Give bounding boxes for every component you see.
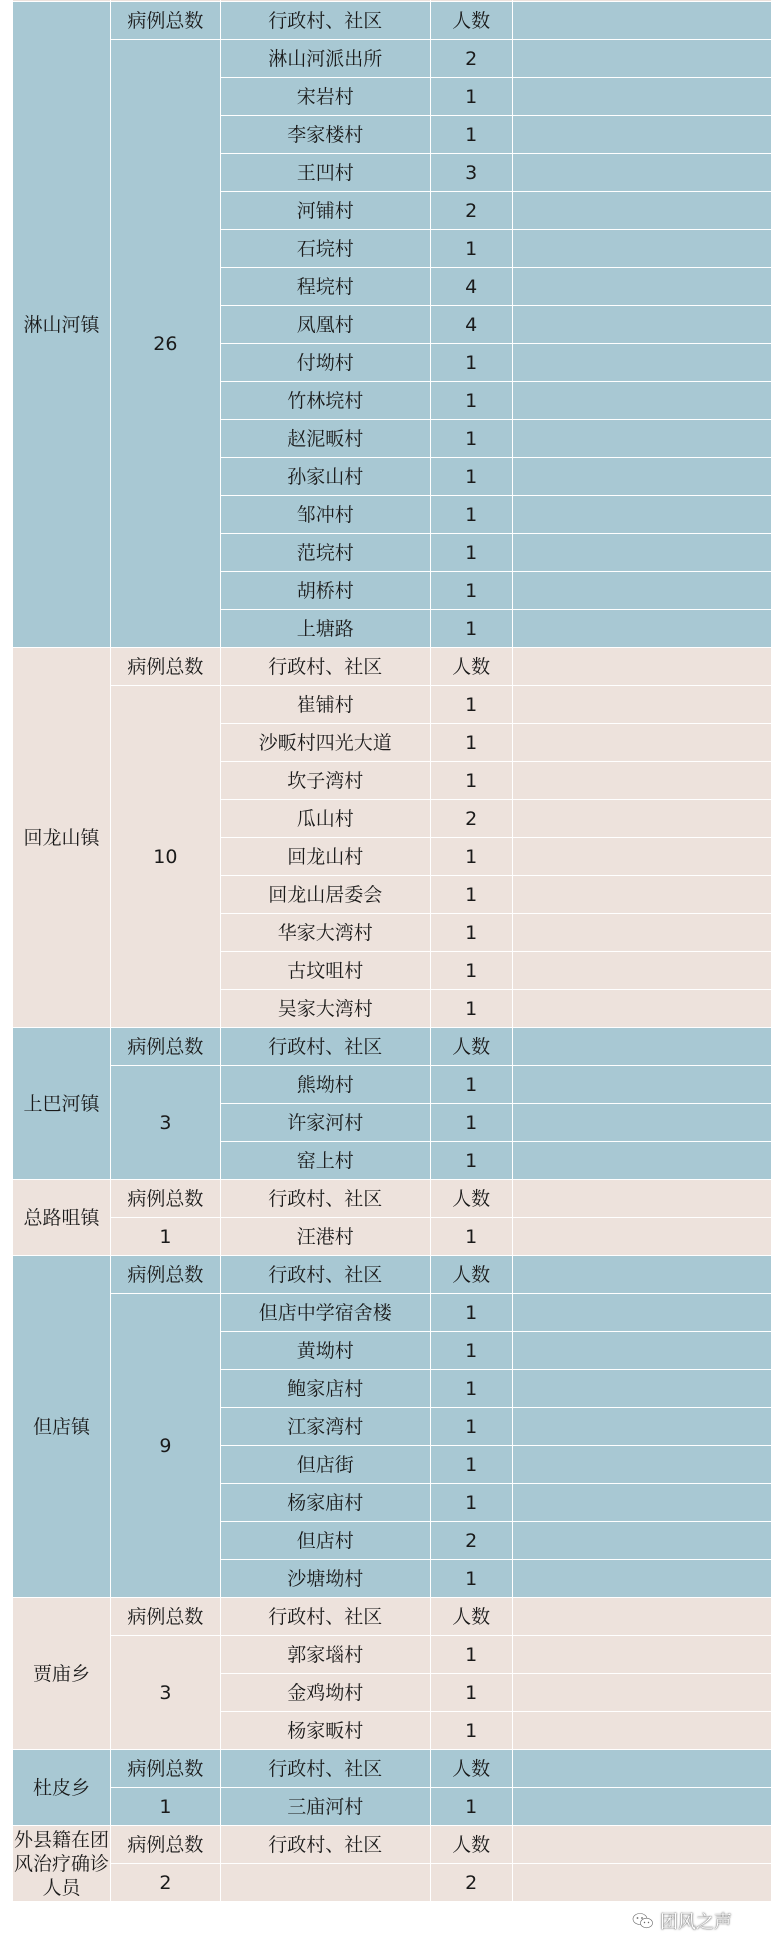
village-name: 郭家堖村 [220, 1636, 430, 1674]
blank-cell [512, 1256, 771, 1294]
village-name: 华家大湾村 [220, 914, 430, 952]
blank-cell [512, 192, 771, 230]
village-name: 杨家畈村 [220, 1712, 430, 1750]
header-village: 行政村、社区 [220, 1180, 430, 1218]
town-total: 26 [110, 40, 220, 648]
village-row [13, 1218, 772, 1256]
village-name: 胡桥村 [220, 572, 430, 610]
header-count: 人数 [430, 1598, 512, 1636]
village-name: 李家楼村 [220, 116, 430, 154]
village-count: 2 [430, 40, 512, 78]
village-name: 崔铺村 [220, 686, 430, 724]
town-name: 杜皮乡 [13, 1750, 111, 1826]
village-count: 1 [430, 1294, 512, 1332]
village-count: 1 [430, 534, 512, 572]
village-name: 但店村 [220, 1522, 430, 1560]
village-name: 宋岩村 [220, 78, 430, 116]
village-count: 1 [430, 344, 512, 382]
village-count: 1 [430, 610, 512, 648]
blank-cell [512, 1788, 771, 1826]
blank-cell [512, 268, 771, 306]
header-count: 人数 [430, 1750, 512, 1788]
village-count: 1 [430, 116, 512, 154]
village-count: 1 [430, 990, 512, 1028]
village-count: 1 [430, 762, 512, 800]
village-count: 1 [430, 1788, 512, 1826]
town-name: 淋山河镇 [13, 2, 111, 648]
village-count: 1 [430, 1446, 512, 1484]
blank-cell [512, 154, 771, 192]
village-name: 金鸡坳村 [220, 1674, 430, 1712]
village-count: 1 [430, 496, 512, 534]
blank-cell [512, 420, 771, 458]
blank-cell [512, 686, 771, 724]
village-name: 沙塘坳村 [220, 1560, 430, 1598]
blank-cell [512, 1560, 771, 1598]
village-count: 1 [430, 382, 512, 420]
blank-cell [512, 1142, 771, 1180]
watermark [632, 1908, 732, 1934]
village-count: 2 [430, 1864, 512, 1902]
blank-cell [512, 1332, 771, 1370]
village-name: 竹林垸村 [220, 382, 430, 420]
village-count: 1 [430, 876, 512, 914]
blank-cell [512, 1028, 771, 1066]
village-count: 4 [430, 306, 512, 344]
village-row [13, 1788, 772, 1826]
village-count: 3 [430, 154, 512, 192]
village-count: 1 [430, 1142, 512, 1180]
village-name: 但店中学宿舍楼 [220, 1294, 430, 1332]
header-total: 病例总数 [110, 1826, 220, 1864]
header-total: 病例总数 [110, 1180, 220, 1218]
watermark-text: 团风之声 [660, 1912, 732, 1933]
village-count: 1 [430, 1332, 512, 1370]
village-name: 赵泥畈村 [220, 420, 430, 458]
blank-cell [512, 1294, 771, 1332]
blank-cell [512, 1370, 771, 1408]
village-name: 上塘路 [220, 610, 430, 648]
village-count: 2 [430, 1522, 512, 1560]
village-count: 1 [430, 572, 512, 610]
blank-cell [512, 838, 771, 876]
blank-cell [512, 496, 771, 534]
village-name: 回龙山村 [220, 838, 430, 876]
village-row [13, 1864, 772, 1902]
village-count: 1 [430, 1218, 512, 1256]
blank-cell [512, 1180, 771, 1218]
header-village: 行政村、社区 [220, 1256, 430, 1294]
village-row [13, 686, 772, 724]
village-count: 1 [430, 1636, 512, 1674]
village-name: 但店街 [220, 1446, 430, 1484]
blank-cell [512, 1864, 771, 1902]
case-table [12, 0, 772, 1902]
header-village: 行政村、社区 [220, 1750, 430, 1788]
village-name: 黄坳村 [220, 1332, 430, 1370]
blank-cell [512, 1484, 771, 1522]
village-name: 付坳村 [220, 344, 430, 382]
town-name: 回龙山镇 [13, 648, 111, 1028]
village-count: 1 [430, 1104, 512, 1142]
header-total: 病例总数 [110, 1256, 220, 1294]
village-count: 2 [430, 800, 512, 838]
village-name: 沙畈村四光大道 [220, 724, 430, 762]
village-name: 凤凰村 [220, 306, 430, 344]
village-count: 1 [430, 458, 512, 496]
town-total: 9 [110, 1294, 220, 1598]
town-header-row [13, 1598, 772, 1636]
blank-cell [512, 876, 771, 914]
blank-cell [512, 800, 771, 838]
blank-cell [512, 2, 771, 40]
village-name: 窑上村 [220, 1142, 430, 1180]
town-header-row [13, 1180, 772, 1218]
village-count: 2 [430, 192, 512, 230]
blank-cell [512, 914, 771, 952]
village-name: 汪港村 [220, 1218, 430, 1256]
blank-cell [512, 572, 771, 610]
blank-cell [512, 990, 771, 1028]
blank-cell [512, 382, 771, 420]
village-count: 1 [430, 914, 512, 952]
blank-cell [512, 1750, 771, 1788]
town-total: 10 [110, 686, 220, 1028]
blank-cell [512, 230, 771, 268]
village-name: 瓜山村 [220, 800, 430, 838]
blank-cell [512, 762, 771, 800]
village-row [13, 40, 772, 78]
village-count: 1 [430, 420, 512, 458]
village-row [13, 1294, 772, 1332]
village-row [13, 1636, 772, 1674]
village-name: 熊坳村 [220, 1066, 430, 1104]
village-name: 程垸村 [220, 268, 430, 306]
header-village: 行政村、社区 [220, 648, 430, 686]
header-count: 人数 [430, 1256, 512, 1294]
village-name: 范垸村 [220, 534, 430, 572]
village-count: 1 [430, 78, 512, 116]
village-name: 三庙河村 [220, 1788, 430, 1826]
blank-cell [512, 306, 771, 344]
town-name: 总路咀镇 [13, 1180, 111, 1256]
village-name: 坎子湾村 [220, 762, 430, 800]
village-count: 1 [430, 1408, 512, 1446]
blank-cell [512, 1674, 771, 1712]
village-name: 石垸村 [220, 230, 430, 268]
village-name: 孙家山村 [220, 458, 430, 496]
blank-cell [512, 1636, 771, 1674]
town-header-row [13, 1750, 772, 1788]
village-name: 古坟咀村 [220, 952, 430, 990]
town-total: 1 [110, 1218, 220, 1256]
town-total: 3 [110, 1636, 220, 1750]
blank-cell [512, 1446, 771, 1484]
town-header-row [13, 1028, 772, 1066]
blank-cell [512, 610, 771, 648]
village-name: 王凹村 [220, 154, 430, 192]
header-count: 人数 [430, 2, 512, 40]
wechat-icon [632, 1912, 654, 1930]
village-name: 杨家庙村 [220, 1484, 430, 1522]
blank-cell [512, 534, 771, 572]
town-header-row [13, 1826, 772, 1864]
blank-cell [512, 952, 771, 990]
town-total: 3 [110, 1066, 220, 1180]
town-total: 1 [110, 1788, 220, 1826]
header-village: 行政村、社区 [220, 2, 430, 40]
header-total: 病例总数 [110, 1028, 220, 1066]
header-total: 病例总数 [110, 648, 220, 686]
village-count: 1 [430, 838, 512, 876]
village-count: 1 [430, 686, 512, 724]
village-name: 河铺村 [220, 192, 430, 230]
header-total: 病例总数 [110, 1598, 220, 1636]
village-name: 吴家大湾村 [220, 990, 430, 1028]
blank-cell [512, 648, 771, 686]
village-row [13, 1066, 772, 1104]
header-count: 人数 [430, 1180, 512, 1218]
village-count: 1 [430, 724, 512, 762]
blank-cell [512, 1066, 771, 1104]
town-name: 贾庙乡 [13, 1598, 111, 1750]
village-count: 1 [430, 952, 512, 990]
village-count: 1 [430, 230, 512, 268]
village-count: 4 [430, 268, 512, 306]
blank-cell [512, 724, 771, 762]
blank-cell [512, 1826, 771, 1864]
blank-cell [512, 1218, 771, 1256]
blank-cell [512, 1104, 771, 1142]
village-name [220, 1864, 430, 1902]
header-count: 人数 [430, 1028, 512, 1066]
village-name: 许家河村 [220, 1104, 430, 1142]
village-count: 1 [430, 1484, 512, 1522]
blank-cell [512, 1598, 771, 1636]
header-village: 行政村、社区 [220, 1028, 430, 1066]
blank-cell [512, 78, 771, 116]
blank-cell [512, 116, 771, 154]
village-name: 江家湾村 [220, 1408, 430, 1446]
blank-cell [512, 1712, 771, 1750]
blank-cell [512, 458, 771, 496]
village-count: 1 [430, 1712, 512, 1750]
blank-cell [512, 344, 771, 382]
town-name: 上巴河镇 [13, 1028, 111, 1180]
blank-cell [512, 1408, 771, 1446]
header-count: 人数 [430, 648, 512, 686]
village-count: 1 [430, 1370, 512, 1408]
village-name: 邹冲村 [220, 496, 430, 534]
blank-cell [512, 1522, 771, 1560]
town-header-row [13, 2, 772, 40]
village-name: 回龙山居委会 [220, 876, 430, 914]
header-village: 行政村、社区 [220, 1826, 430, 1864]
village-name: 鲍家店村 [220, 1370, 430, 1408]
header-total: 病例总数 [110, 2, 220, 40]
village-count: 1 [430, 1560, 512, 1598]
town-header-row [13, 1256, 772, 1294]
town-name: 外县籍在团风治疗确诊人员 [13, 1826, 111, 1902]
header-count: 人数 [430, 1826, 512, 1864]
town-total: 2 [110, 1864, 220, 1902]
town-header-row [13, 648, 772, 686]
village-count: 1 [430, 1674, 512, 1712]
village-name: 淋山河派出所 [220, 40, 430, 78]
village-count: 1 [430, 1066, 512, 1104]
town-name: 但店镇 [13, 1256, 111, 1598]
header-total: 病例总数 [110, 1750, 220, 1788]
blank-cell [512, 40, 771, 78]
header-village: 行政村、社区 [220, 1598, 430, 1636]
case-table-body [13, 0, 772, 1902]
